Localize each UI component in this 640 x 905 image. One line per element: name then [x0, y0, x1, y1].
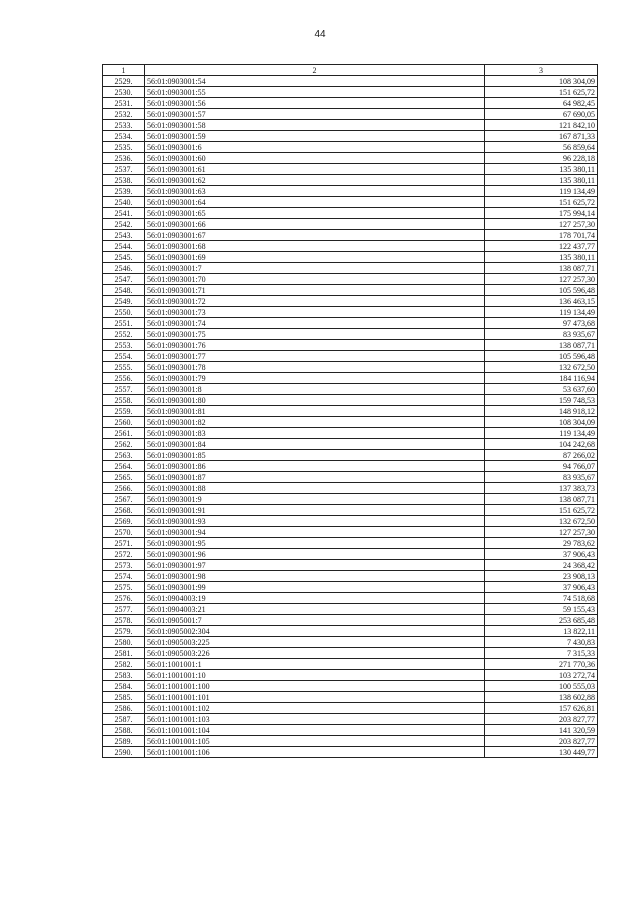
row-number-cell: 2585. — [103, 692, 145, 703]
cadastral-value-cell: 135 380,11 — [485, 175, 598, 186]
cadastral-value-cell: 59 155,43 — [485, 604, 598, 615]
table-row — [103, 142, 598, 153]
row-number-cell: 2547. — [103, 274, 145, 285]
cadastral-value-cell: 119 134,49 — [485, 307, 598, 318]
cadastral-value-cell: 37 906,43 — [485, 582, 598, 593]
cadastral-number-cell: 56:01:0903001:77 — [145, 351, 485, 362]
cadastral-number-cell: 56:01:0903001:76 — [145, 340, 485, 351]
table-row — [103, 747, 598, 758]
row-number-cell: 2584. — [103, 681, 145, 692]
cadastral-value-cell: 96 228,18 — [485, 153, 598, 164]
cadastral-value-cell: 184 116,94 — [485, 373, 598, 384]
cadastral-number-cell: 56:01:0903001:56 — [145, 98, 485, 109]
row-number-cell: 2579. — [103, 626, 145, 637]
cadastral-value-cell: 138 087,71 — [485, 340, 598, 351]
table-row — [103, 626, 598, 637]
table-row — [103, 527, 598, 538]
column-header-number: 1 — [103, 65, 145, 76]
row-number-cell: 2567. — [103, 494, 145, 505]
cadastral-number-cell: 56:01:0904003:21 — [145, 604, 485, 615]
cadastral-value-cell: 159 748,53 — [485, 395, 598, 406]
row-number-cell: 2552. — [103, 329, 145, 340]
row-number-cell: 2535. — [103, 142, 145, 153]
header-row — [103, 65, 598, 76]
table-row — [103, 648, 598, 659]
row-number-cell: 2556. — [103, 373, 145, 384]
row-number-cell: 2559. — [103, 406, 145, 417]
table-row — [103, 76, 598, 87]
row-number-cell: 2589. — [103, 736, 145, 747]
cadastral-number-cell: 56:01:0903001:84 — [145, 439, 485, 450]
row-number-cell: 2588. — [103, 725, 145, 736]
row-number-cell: 2560. — [103, 417, 145, 428]
table-row — [103, 604, 598, 615]
cadastral-number-cell: 56:01:0903001:72 — [145, 296, 485, 307]
table-row — [103, 428, 598, 439]
cadastral-number-cell: 56:01:0903001:87 — [145, 472, 485, 483]
row-number-cell: 2565. — [103, 472, 145, 483]
table-row — [103, 395, 598, 406]
table-row — [103, 494, 598, 505]
table-row — [103, 461, 598, 472]
cadastral-value-cell: 37 906,43 — [485, 549, 598, 560]
cadastral-number-cell: 56:01:0903001:9 — [145, 494, 485, 505]
cadastral-number-cell: 56:01:0903001:8 — [145, 384, 485, 395]
cadastral-value-cell: 132 672,50 — [485, 362, 598, 373]
cadastral-number-cell: 56:01:0903001:59 — [145, 131, 485, 142]
row-number-cell: 2573. — [103, 560, 145, 571]
cadastral-number-cell: 56:01:0903001:97 — [145, 560, 485, 571]
row-number-cell: 2541. — [103, 208, 145, 219]
table-row — [103, 659, 598, 670]
table-row — [103, 505, 598, 516]
table-row — [103, 736, 598, 747]
cadastral-value-cell: 104 242,68 — [485, 439, 598, 450]
table-row — [103, 153, 598, 164]
table-row — [103, 109, 598, 120]
row-number-cell: 2583. — [103, 670, 145, 681]
cadastral-value-cell: 24 368,42 — [485, 560, 598, 571]
cadastral-number-cell: 56:01:0903001:94 — [145, 527, 485, 538]
cadastral-value-cell: 7 315,33 — [485, 648, 598, 659]
cadastral-value-cell: 53 637,60 — [485, 384, 598, 395]
row-number-cell: 2572. — [103, 549, 145, 560]
cadastral-value-cell: 175 994,14 — [485, 208, 598, 219]
row-number-cell: 2538. — [103, 175, 145, 186]
cadastral-value-cell: 67 690,05 — [485, 109, 598, 120]
cadastral-number-cell: 56:01:0903001:54 — [145, 76, 485, 87]
table-row — [103, 593, 598, 604]
table-row — [103, 318, 598, 329]
row-number-cell: 2562. — [103, 439, 145, 450]
cadastral-value-cell: 141 320,59 — [485, 725, 598, 736]
row-number-cell: 2532. — [103, 109, 145, 120]
cadastral-value-cell: 178 701,74 — [485, 230, 598, 241]
row-number-cell: 2564. — [103, 461, 145, 472]
cadastral-value-cell: 167 871,33 — [485, 131, 598, 142]
cadastral-value-cell: 97 473,68 — [485, 318, 598, 329]
cadastral-value-cell: 83 935,67 — [485, 472, 598, 483]
table-row — [103, 362, 598, 373]
cadastral-value-cell: 108 304,09 — [485, 76, 598, 87]
cadastral-number-cell: 56:01:0905003:225 — [145, 637, 485, 648]
cadastral-number-cell: 56:01:0904003:19 — [145, 593, 485, 604]
table-row — [103, 703, 598, 714]
cadastral-value-cell: 119 134,49 — [485, 186, 598, 197]
row-number-cell: 2566. — [103, 483, 145, 494]
row-number-cell: 2530. — [103, 87, 145, 98]
row-number-cell: 2533. — [103, 120, 145, 131]
cadastral-number-cell: 56:01:1001001:102 — [145, 703, 485, 714]
cadastral-number-cell: 56:01:1001001:103 — [145, 714, 485, 725]
row-number-cell: 2574. — [103, 571, 145, 582]
cadastral-number-cell: 56:01:0903001:82 — [145, 417, 485, 428]
row-number-cell: 2555. — [103, 362, 145, 373]
cadastral-number-cell: 56:01:0903001:75 — [145, 329, 485, 340]
row-number-cell: 2529. — [103, 76, 145, 87]
row-number-cell: 2586. — [103, 703, 145, 714]
table-row — [103, 307, 598, 318]
row-number-cell: 2534. — [103, 131, 145, 142]
cadastral-number-cell: 56:01:0903001:64 — [145, 197, 485, 208]
cadastral-number-cell: 56:01:0903001:60 — [145, 153, 485, 164]
cadastral-number-cell: 56:01:0903001:58 — [145, 120, 485, 131]
cadastral-number-cell: 56:01:0903001:98 — [145, 571, 485, 582]
row-number-cell: 2570. — [103, 527, 145, 538]
row-number-cell: 2540. — [103, 197, 145, 208]
row-number-cell: 2563. — [103, 450, 145, 461]
cadastral-value-cell: 151 625,72 — [485, 87, 598, 98]
table-row — [103, 582, 598, 593]
row-number-cell: 2557. — [103, 384, 145, 395]
cadastral-number-cell: 56:01:0903001:55 — [145, 87, 485, 98]
table-row — [103, 472, 598, 483]
table-row — [103, 274, 598, 285]
cadastral-number-cell: 56:01:0903001:93 — [145, 516, 485, 527]
table-row — [103, 263, 598, 274]
cadastral-number-cell: 56:01:0903001:88 — [145, 483, 485, 494]
cadastral-value-cell: 94 766,07 — [485, 461, 598, 472]
cadastral-value-table — [102, 64, 598, 758]
row-number-cell: 2558. — [103, 395, 145, 406]
cadastral-value-cell: 151 625,72 — [485, 197, 598, 208]
table-row — [103, 406, 598, 417]
cadastral-number-cell: 56:01:0903001:69 — [145, 252, 485, 263]
page-number: 44 — [314, 29, 326, 40]
cadastral-number-cell: 56:01:1001001:105 — [145, 736, 485, 747]
cadastral-number-cell: 56:01:0905002:304 — [145, 626, 485, 637]
row-number-cell: 2581. — [103, 648, 145, 659]
table-row — [103, 450, 598, 461]
table-row — [103, 252, 598, 263]
table-row — [103, 197, 598, 208]
cadastral-number-cell: 56:01:0903001:68 — [145, 241, 485, 252]
cadastral-value-cell: 64 982,45 — [485, 98, 598, 109]
table-row — [103, 120, 598, 131]
row-number-cell: 2577. — [103, 604, 145, 615]
cadastral-value-cell: 29 783,62 — [485, 538, 598, 549]
cadastral-value-cell: 13 822,11 — [485, 626, 598, 637]
table-row — [103, 164, 598, 175]
cadastral-number-cell: 56:01:0903001:80 — [145, 395, 485, 406]
table-row — [103, 714, 598, 725]
cadastral-value-cell: 105 596,48 — [485, 351, 598, 362]
cadastral-value-cell: 138 087,71 — [485, 263, 598, 274]
cadastral-number-cell: 56:01:0903001:62 — [145, 175, 485, 186]
cadastral-number-cell: 56:01:0903001:66 — [145, 219, 485, 230]
table-body — [103, 76, 598, 758]
cadastral-value-cell: 132 672,50 — [485, 516, 598, 527]
cadastral-number-cell: 56:01:0903001:61 — [145, 164, 485, 175]
table-row — [103, 219, 598, 230]
row-number-cell: 2543. — [103, 230, 145, 241]
row-number-cell: 2571. — [103, 538, 145, 549]
row-number-cell: 2561. — [103, 428, 145, 439]
row-number-cell: 2578. — [103, 615, 145, 626]
cadastral-value-cell: 23 908,13 — [485, 571, 598, 582]
cadastral-value-cell: 103 272,74 — [485, 670, 598, 681]
cadastral-value-cell: 127 257,30 — [485, 274, 598, 285]
table-row — [103, 692, 598, 703]
row-number-cell: 2550. — [103, 307, 145, 318]
cadastral-number-cell: 56:01:0903001:63 — [145, 186, 485, 197]
table-row — [103, 131, 598, 142]
table-row — [103, 296, 598, 307]
cadastral-value-cell: 203 827,77 — [485, 714, 598, 725]
cadastral-number-cell: 56:01:0903001:83 — [145, 428, 485, 439]
row-number-cell: 2536. — [103, 153, 145, 164]
table-header — [103, 65, 598, 76]
table-row — [103, 87, 598, 98]
cadastral-number-cell: 56:01:1001001:100 — [145, 681, 485, 692]
cadastral-number-cell: 56:01:0903001:96 — [145, 549, 485, 560]
row-number-cell: 2548. — [103, 285, 145, 296]
cadastral-number-cell: 56:01:0903001:81 — [145, 406, 485, 417]
cadastral-value-cell: 135 380,11 — [485, 164, 598, 175]
cadastral-number-cell: 56:01:0905003:226 — [145, 648, 485, 659]
cadastral-value-cell: 157 626,81 — [485, 703, 598, 714]
cadastral-number-cell: 56:01:0903001:95 — [145, 538, 485, 549]
column-header-cadastral-number: 2 — [145, 65, 485, 76]
cadastral-value-cell: 130 449,77 — [485, 747, 598, 758]
row-number-cell: 2568. — [103, 505, 145, 516]
table-row — [103, 175, 598, 186]
table-row — [103, 186, 598, 197]
table-row — [103, 637, 598, 648]
cadastral-number-cell: 56:01:1001001:104 — [145, 725, 485, 736]
cadastral-value-cell: 151 625,72 — [485, 505, 598, 516]
cadastral-number-cell: 56:01:0903001:65 — [145, 208, 485, 219]
table-row — [103, 285, 598, 296]
cadastral-value-cell: 138 602,88 — [485, 692, 598, 703]
cadastral-number-cell: 56:01:1001001:1 — [145, 659, 485, 670]
row-number-cell: 2549. — [103, 296, 145, 307]
cadastral-value-cell: 87 266,02 — [485, 450, 598, 461]
cadastral-value-cell: 56 859,64 — [485, 142, 598, 153]
cadastral-number-cell: 56:01:0903001:74 — [145, 318, 485, 329]
cadastral-number-cell: 56:01:0903001:67 — [145, 230, 485, 241]
table-row — [103, 615, 598, 626]
row-number-cell: 2553. — [103, 340, 145, 351]
cadastral-number-cell: 56:01:0903001:99 — [145, 582, 485, 593]
row-number-cell: 2590. — [103, 747, 145, 758]
table-row — [103, 725, 598, 736]
row-number-cell: 2580. — [103, 637, 145, 648]
cadastral-value-cell: 148 918,12 — [485, 406, 598, 417]
cadastral-value-cell: 74 518,68 — [485, 593, 598, 604]
row-number-cell: 2569. — [103, 516, 145, 527]
cadastral-number-cell: 56:01:0903001:71 — [145, 285, 485, 296]
row-number-cell: 2551. — [103, 318, 145, 329]
row-number-cell: 2539. — [103, 186, 145, 197]
table-row — [103, 670, 598, 681]
row-number-cell: 2546. — [103, 263, 145, 274]
cadastral-number-cell: 56:01:1001001:106 — [145, 747, 485, 758]
table-row — [103, 681, 598, 692]
cadastral-value-cell: 203 827,77 — [485, 736, 598, 747]
table-row — [103, 373, 598, 384]
table-row — [103, 549, 598, 560]
table-row — [103, 538, 598, 549]
row-number-cell: 2554. — [103, 351, 145, 362]
cadastral-value-cell: 122 437,77 — [485, 241, 598, 252]
table-row — [103, 417, 598, 428]
row-number-cell: 2587. — [103, 714, 145, 725]
cadastral-number-cell: 56:01:0903001:57 — [145, 109, 485, 120]
table-row — [103, 384, 598, 395]
cadastral-number-cell: 56:01:0903001:70 — [145, 274, 485, 285]
table-row — [103, 351, 598, 362]
table-row — [103, 230, 598, 241]
cadastral-number-cell: 56:01:0903001:7 — [145, 263, 485, 274]
row-number-cell: 2545. — [103, 252, 145, 263]
row-number-cell: 2582. — [103, 659, 145, 670]
table-row — [103, 439, 598, 450]
table-row — [103, 483, 598, 494]
cadastral-number-cell: 56:01:0903001:91 — [145, 505, 485, 516]
cadastral-number-cell: 56:01:1001001:10 — [145, 670, 485, 681]
table-row — [103, 560, 598, 571]
cadastral-value-cell: 271 770,36 — [485, 659, 598, 670]
cadastral-value-cell: 83 935,67 — [485, 329, 598, 340]
table-row — [103, 208, 598, 219]
cadastral-value-cell: 7 430,83 — [485, 637, 598, 648]
column-header-value: 3 — [485, 65, 598, 76]
row-number-cell: 2531. — [103, 98, 145, 109]
cadastral-value-cell: 138 087,71 — [485, 494, 598, 505]
row-number-cell: 2542. — [103, 219, 145, 230]
cadastral-value-cell: 135 380,11 — [485, 252, 598, 263]
cadastral-value-cell: 100 555,03 — [485, 681, 598, 692]
cadastral-value-cell: 136 463,15 — [485, 296, 598, 307]
cadastral-number-cell: 56:01:0903001:6 — [145, 142, 485, 153]
table-row — [103, 241, 598, 252]
cadastral-value-cell: 127 257,30 — [485, 219, 598, 230]
cadastral-number-cell: 56:01:0903001:86 — [145, 461, 485, 472]
cadastral-value-cell: 119 134,49 — [485, 428, 598, 439]
table-row — [103, 571, 598, 582]
cadastral-number-cell: 56:01:1001001:101 — [145, 692, 485, 703]
cadastral-value-cell: 105 596,48 — [485, 285, 598, 296]
cadastral-number-cell: 56:01:0903001:73 — [145, 307, 485, 318]
cadastral-number-cell: 56:01:0903001:79 — [145, 373, 485, 384]
cadastral-number-cell: 56:01:0903001:78 — [145, 362, 485, 373]
table-row — [103, 516, 598, 527]
cadastral-value-cell: 108 304,09 — [485, 417, 598, 428]
cadastral-value-cell: 127 257,30 — [485, 527, 598, 538]
row-number-cell: 2575. — [103, 582, 145, 593]
cadastral-number-cell: 56:01:0905001:7 — [145, 615, 485, 626]
cadastral-value-cell: 137 383,73 — [485, 483, 598, 494]
table-row — [103, 329, 598, 340]
cadastral-value-cell: 253 685,48 — [485, 615, 598, 626]
row-number-cell: 2544. — [103, 241, 145, 252]
cadastral-number-cell: 56:01:0903001:85 — [145, 450, 485, 461]
cadastral-value-cell: 121 842,10 — [485, 120, 598, 131]
table-row — [103, 98, 598, 109]
row-number-cell: 2537. — [103, 164, 145, 175]
table-row — [103, 340, 598, 351]
row-number-cell: 2576. — [103, 593, 145, 604]
